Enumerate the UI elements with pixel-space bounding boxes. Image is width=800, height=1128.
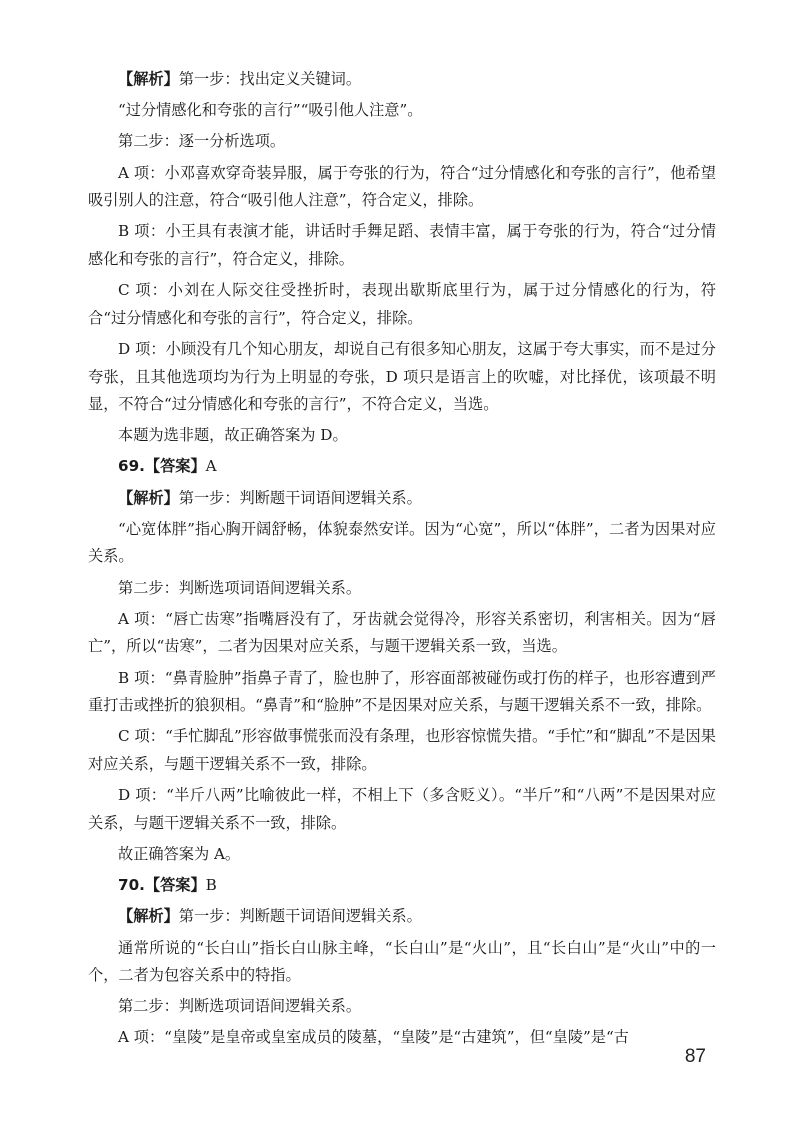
paragraph-text: 通常所说的“长白山”指长白山脉主峰，“长白山”是“火山”，且“长白山”是“火山”中的一个，二者为包容关系中的特指。 — [88, 938, 716, 985]
paragraph-text: B 项：“鼻青脸肿”指鼻子青了，脸也肿了，形容面部被碰伤或打伤的样子，也形容遭到严重打击或挫折的狼狈相。“鼻青”和“脸肿”不是因果对应关系，与题干逻辑关系不一致，排除。 — [88, 668, 716, 715]
paragraph-text: “过分情感化和夸张的言行”“吸引他人注意”。 — [118, 101, 423, 120]
paragraph-text: A 项：“唇亡齿寒”指嘴唇没有了，牙齿就会觉得冷，形容关系密切，利害相关。因为“唇亡”，所以“齿寒”，二者为因果对应关系，与题干逻辑关系一致，当选。 — [88, 609, 716, 656]
paragraph-text: 故正确答案为 A。 — [118, 844, 241, 863]
paragraph-text: C 项：小刘在人际交往受挫折时，表现出歇斯底里行为，属于过分情感化的行为，符合“过分情感化和夸张的言行”，符合定义，排除。 — [88, 281, 716, 327]
paragraph-heading: 【解析】 — [118, 907, 179, 926]
paragraph — [88, 841, 716, 869]
paragraph — [88, 422, 716, 450]
paragraph — [88, 606, 716, 661]
paragraph-text: D 项：“半斤八两”比喻彼此一样，不相上下（多含贬义）。“半斤”和“八两”不是因果对应关系，与题干逻辑关系不一致，排除。 — [88, 786, 716, 832]
paragraph-heading: 70.【答案】 — [118, 876, 206, 895]
paragraph-text: 第一步：判断题干词语间逻辑关系。 — [178, 907, 422, 926]
answer-line — [88, 453, 716, 481]
paragraph — [88, 993, 716, 1021]
paragraph — [88, 218, 716, 273]
document-body — [88, 66, 716, 1052]
paragraph-text: C 项：“手忙脚乱”形容做事慌张而没有条理，也形容惊慌失措。“手忙”和“脚乱”不是因果对应关系，与题干逻辑关系不一致，排除。 — [88, 727, 716, 773]
paragraph — [88, 575, 716, 603]
paragraph-text: A 项：“皇陵”是皇帝或皇室成员的陵墓，“皇陵”是“古建筑”，但“皇陵”是“古 — [118, 1028, 629, 1047]
paragraph-heading: 69.【答案】 — [118, 457, 206, 476]
paragraph — [88, 97, 716, 125]
paragraph — [88, 1024, 716, 1052]
paragraph-text: B — [205, 876, 217, 895]
paragraph — [88, 935, 716, 990]
page-number: 87 — [684, 1046, 706, 1067]
paragraph-text: 第一步：判断题干词语间逻辑关系。 — [178, 488, 422, 507]
paragraph — [88, 723, 716, 778]
paragraph — [88, 782, 716, 837]
paragraph-text: 第二步：判断选项词语间逻辑关系。 — [118, 578, 361, 597]
paragraph-text: 本题为选非题，故正确答案为 D。 — [118, 426, 348, 445]
answer-line — [88, 872, 716, 900]
paragraph-text: 第二步：判断选项词语间逻辑关系。 — [118, 997, 361, 1016]
paragraph-text: B 项：小王具有表演才能，讲话时手舞足蹈、表情丰富，属于夸张的行为，符合“过分情感化和夸张的言行”，符合定义，排除。 — [88, 222, 716, 268]
paragraph — [88, 277, 716, 332]
paragraph-text: D 项：小顾没有几个知心朋友，却说自己有很多知心朋友，这属于夸大事实，而不是过分夸张，且其他选项均为行为上明显的夸张，D 项只是语言上的吹嘘，对比择优，该项最不明显，不符合“过分情感化和夸张的言行”，不符合定义，当选。 — [88, 339, 716, 414]
paragraph — [88, 516, 716, 571]
paragraph — [88, 160, 716, 215]
paragraph — [88, 903, 716, 931]
paragraph — [88, 485, 716, 513]
paragraph-text: 第二步：逐一分析选项。 — [118, 132, 286, 151]
paragraph — [88, 336, 716, 419]
paragraph — [88, 665, 716, 720]
paragraph-text: A — [205, 457, 217, 476]
paragraph-text: “心宽体胖”指心胸开阔舒畅，体貌泰然安详。因为“心宽”，所以“体胖”，二者为因果对应关系。 — [88, 519, 716, 566]
paragraph-heading: 【解析】 — [118, 488, 179, 507]
paragraph-text: 第一步：找出定义关键词。 — [178, 70, 361, 88]
paragraph — [88, 66, 716, 94]
paragraph-text: A 项：小邓喜欢穿奇装异服，属于夸张的行为，符合“过分情感化和夸张的言行”，他希望吸引别人的注意，符合“吸引他人注意”，符合定义，排除。 — [88, 163, 716, 210]
paragraph-heading: 【解析】 — [118, 70, 179, 88]
paragraph — [88, 128, 716, 156]
